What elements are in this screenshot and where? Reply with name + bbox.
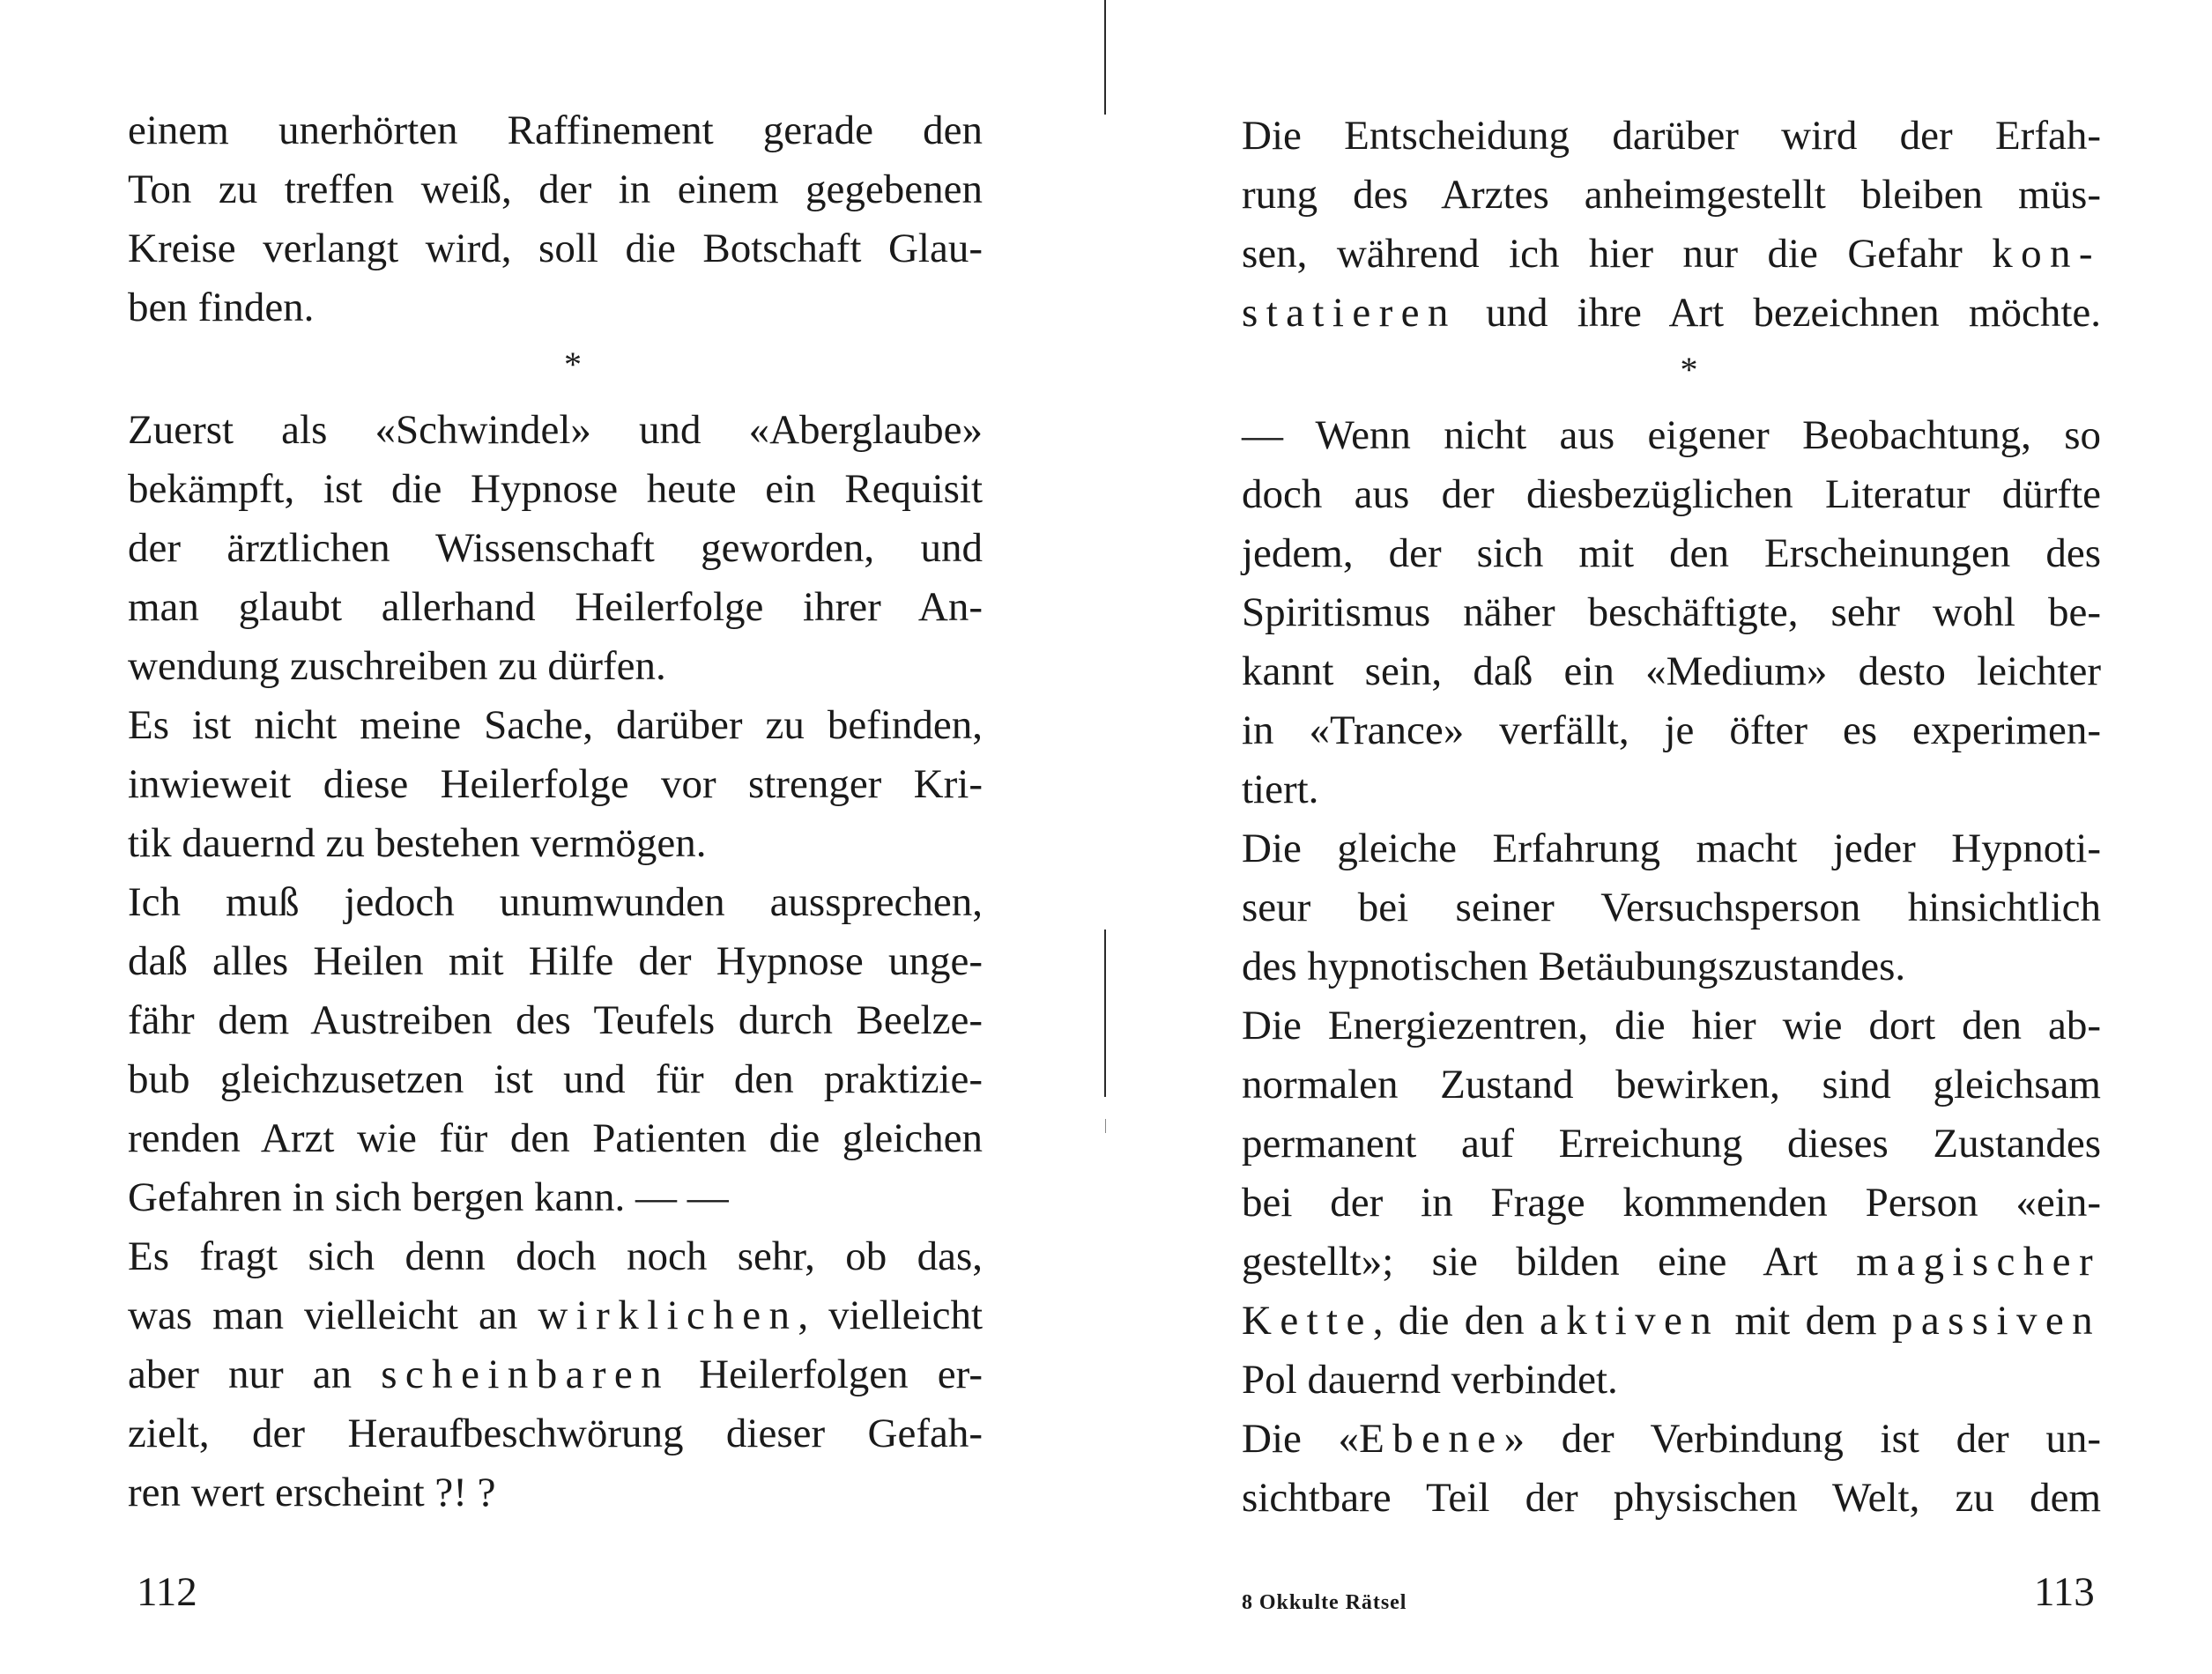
- text-line: [1242, 284, 2101, 343]
- text-line: Es ist nicht meine Sache, darüber zu befinden,: [128, 702, 983, 748]
- text-line: der ärztlichen Wissenschaft geworden, und: [128, 525, 983, 571]
- text-segment: und ihre Art bezeichnen möchte.: [1456, 290, 2101, 336]
- section-divider-asterisk: *: [1680, 350, 1698, 389]
- text-segment: , vielleicht: [798, 1293, 984, 1338]
- text-line: Die Entscheidung darüber wird der Erfah-: [1242, 113, 2101, 159]
- text-line: — Wenn nicht aus eigener Beobachtung, so: [1242, 412, 2101, 458]
- text-line: zielt, der Heraufbeschwörung dieser Gefah-: [128, 1411, 983, 1456]
- text-line: tik dauernd zu bestehen vermögen.: [128, 820, 707, 866]
- text-line: daß alles Heilen mit Hilfe der Hypnose unge-: [128, 938, 983, 984]
- spaced-emphasis: kon-: [1992, 231, 2101, 277]
- left-page-text: [128, 101, 983, 1522]
- text-line: [1242, 1292, 2101, 1351]
- spaced-emphasis: scheinbaren: [381, 1352, 671, 1397]
- text-line: inwieweit diese Heilerfolge vor strenger Kri-: [128, 761, 983, 807]
- text-line: [1242, 1410, 2101, 1469]
- spaced-emphasis: passiven: [1891, 1298, 2102, 1344]
- text-segment: Heilerfolgen er-: [670, 1352, 983, 1397]
- text-line: wendung zuschreiben zu dürfen.: [128, 643, 666, 689]
- text-segment: sen, während ich hier nur die Gefahr: [1242, 231, 1993, 277]
- text-line: Spiritismus näher beschäftigte, sehr wohl be-: [1242, 589, 2101, 635]
- text-line: [128, 1286, 983, 1345]
- text-line: Gefahren in sich bergen kann. — —: [128, 1174, 729, 1220]
- spaced-emphasis: wirklichen: [538, 1293, 798, 1338]
- text-line: kannt sein, daß ein «Medium» desto leichter: [1242, 648, 2101, 694]
- text-line: ben finden.: [128, 285, 315, 330]
- text-line: [1242, 1233, 2101, 1292]
- text-line: Kreise verlangt wird, soll die Botschaft Glau-: [128, 226, 983, 271]
- text-line: bei der in Frage kommenden Person «ein-: [1242, 1180, 2101, 1226]
- text-line: Zuerst als «Schwindel» und «Aberglaube»: [128, 407, 983, 453]
- sheet-signature: 8 Okkulte Rätsel: [1242, 1591, 1407, 1614]
- text-segment: , die den: [1372, 1298, 1540, 1344]
- text-line: bub gleichzusetzen ist und für den praktizie-: [128, 1056, 983, 1102]
- page-number: 113: [2034, 1569, 2095, 1615]
- text-line: Ich muß jedoch unumwunden aussprechen,: [128, 879, 983, 925]
- text-segment: aber nur an: [128, 1352, 382, 1397]
- text-line: des hypnotischen Betäubungszustandes.: [1242, 944, 1906, 989]
- spaced-emphasis: magischer: [1856, 1239, 2101, 1285]
- text-line: jedem, der sich mit den Erscheinungen des: [1242, 530, 2101, 576]
- text-line: Die Energiezentren, die hier wie dort den ab-: [1242, 1003, 2101, 1048]
- text-segment: Die «: [1242, 1416, 1360, 1462]
- text-line: permanent auf Erreichung dieses Zustandes: [1242, 1121, 2101, 1167]
- spaced-emphasis: aktiven: [1540, 1298, 1720, 1344]
- section-divider-asterisk: *: [564, 344, 582, 384]
- text-line: tiert.: [1242, 767, 1319, 812]
- spaced-emphasis: statieren: [1242, 290, 1457, 336]
- text-line: in «Trance» verfällt, je öfter es experimen-: [1242, 707, 2101, 753]
- spaced-emphasis: Kette: [1242, 1298, 1373, 1344]
- page-number: 112: [137, 1569, 197, 1615]
- text-line: Pol dauernd verbindet.: [1242, 1357, 1618, 1403]
- text-line: seur bei seiner Versuchsperson hinsichtlich: [1242, 885, 2101, 930]
- text-line: normalen Zustand bewirken, sind gleichsam: [1242, 1062, 2101, 1107]
- text-line: [1242, 225, 2101, 284]
- text-segment: was man vielleicht an: [128, 1293, 538, 1338]
- text-line: renden Arzt wie für den Patienten die gleichen: [128, 1115, 983, 1161]
- right-page-text: [1242, 107, 2101, 1528]
- spaced-emphasis: Ebene: [1359, 1416, 1504, 1462]
- text-line: Ton zu treffen weiß, der in einem gegebenen: [128, 167, 983, 212]
- text-segment: mit dem: [1719, 1298, 1892, 1344]
- text-segment: gestellt»; sie bilden eine Art: [1242, 1239, 1857, 1285]
- text-line: Die gleiche Erfahrung macht jeder Hypnoti-: [1242, 826, 2101, 871]
- text-line: sichtbare Teil der physischen Welt, zu dem: [1242, 1475, 2101, 1521]
- text-segment: » der Verbindung ist der un-: [1503, 1416, 2101, 1462]
- text-line: einem unerhörten Raffinement gerade den: [128, 107, 983, 153]
- text-line: rung des Arztes anheimgestellt bleiben müs-: [1242, 172, 2101, 218]
- text-line: bekämpft, ist die Hypnose heute ein Requisit: [128, 466, 983, 512]
- text-line: ren wert erscheint ?! ?: [128, 1470, 496, 1515]
- text-line: man glaubt allerhand Heilerfolge ihrer An-: [128, 584, 983, 630]
- right-page: [1106, 0, 2212, 1674]
- text-line: fähr dem Austreiben des Teufels durch Beelze-: [128, 997, 983, 1043]
- text-line: Es fragt sich denn doch noch sehr, ob das,: [128, 1233, 983, 1279]
- text-line: [128, 1345, 983, 1404]
- text-line: doch aus der diesbezüglichen Literatur dürfte: [1242, 471, 2101, 517]
